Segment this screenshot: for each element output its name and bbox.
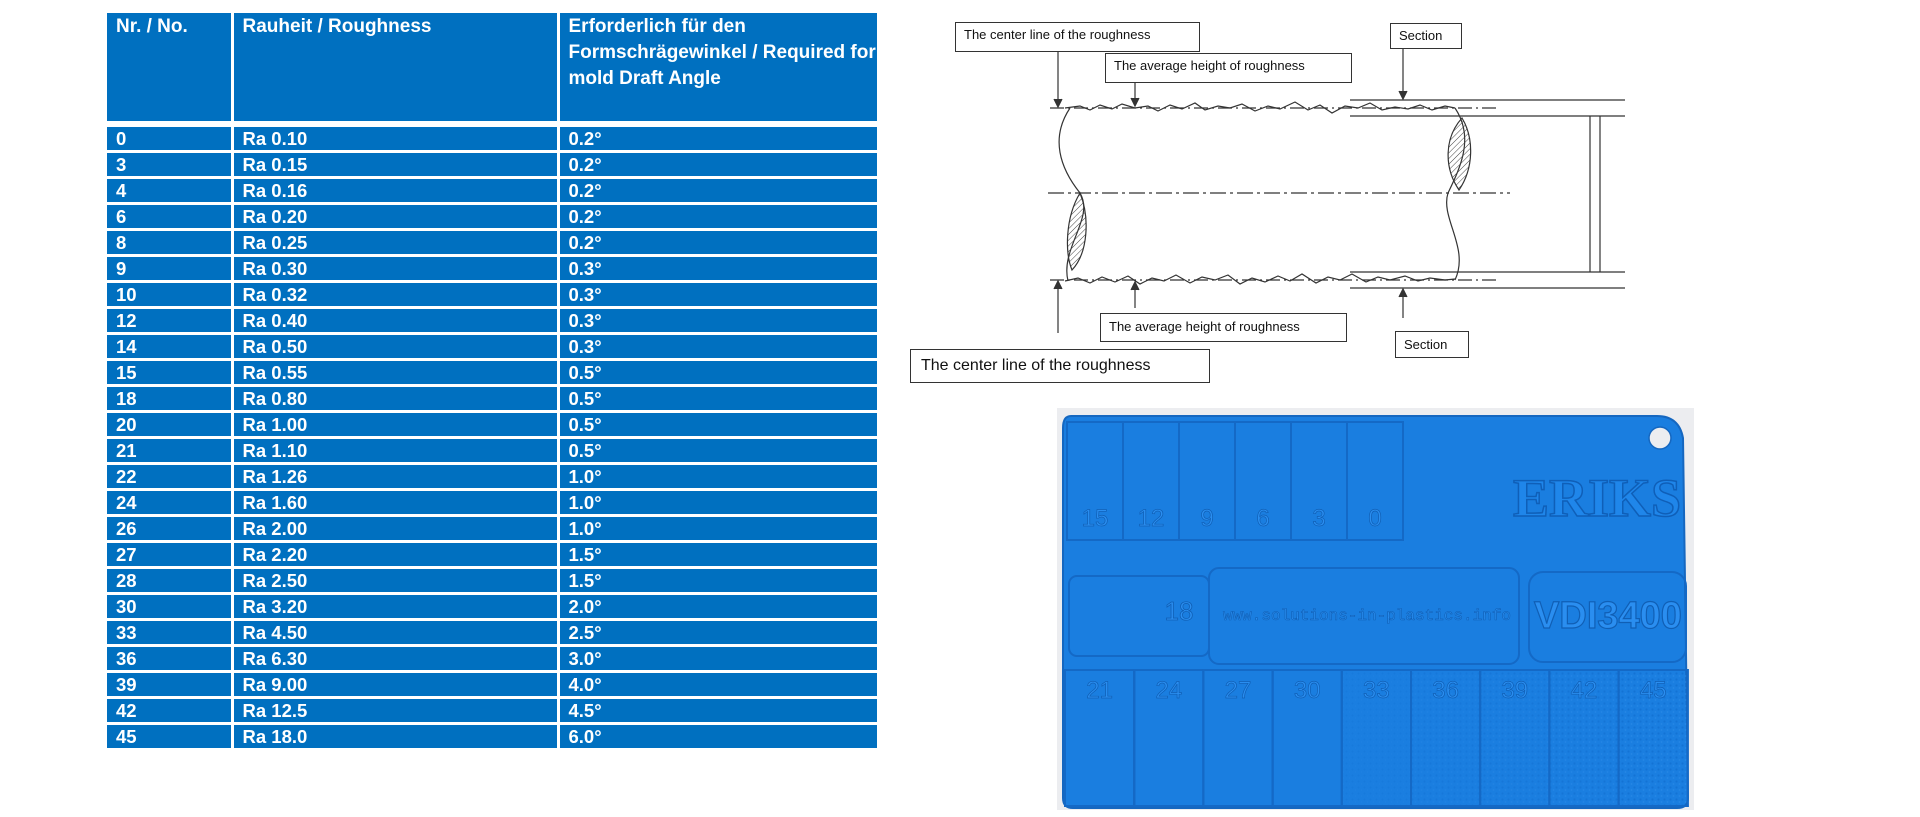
cell-number: 45	[107, 724, 232, 749]
table-row	[107, 516, 877, 542]
cell-number: 3	[107, 152, 232, 178]
cell-draft-angle: 0.5°	[558, 386, 877, 412]
card-bottom-number: 27	[1224, 677, 1252, 704]
header-row	[107, 13, 877, 124]
cell-number: 15	[107, 360, 232, 386]
cell-draft-angle: 1.0°	[558, 490, 877, 516]
cell-number: 39	[107, 672, 232, 698]
roughness-table	[107, 13, 877, 748]
vdi3400-sample-card-photo	[1057, 408, 1694, 810]
cell-roughness: Ra 2.00	[232, 516, 558, 542]
table-header	[107, 13, 877, 124]
table-row	[107, 698, 877, 724]
cell-number: 24	[107, 490, 232, 516]
cell-roughness: Ra 0.16	[232, 178, 558, 204]
cell-roughness: Ra 12.5	[232, 698, 558, 724]
cell-roughness: Ra 9.00	[232, 672, 558, 698]
card-number-18: 18	[1164, 596, 1194, 626]
cell-draft-angle: 0.5°	[558, 438, 877, 464]
cell-roughness: Ra 4.50	[232, 620, 558, 646]
label-avg-height-bottom: The average height of roughness	[1100, 313, 1347, 342]
cell-draft-angle: 0.3°	[558, 282, 877, 308]
table-row	[107, 282, 877, 308]
card-url-text: www.solutions-in-plastics.info	[1222, 607, 1512, 625]
cell-roughness: Ra 0.10	[232, 124, 558, 152]
card-bottom-number: 24	[1155, 677, 1183, 704]
cell-roughness: Ra 1.10	[232, 438, 558, 464]
table-row	[107, 360, 877, 386]
sample-card	[1057, 408, 1694, 810]
header-draft-angle: Erforderlich für den Formschrägewinkel / Required for mold Draft Angle	[558, 13, 877, 124]
label-centerline-bottom: The center line of the roughness	[910, 349, 1210, 383]
cell-number: 8	[107, 230, 232, 256]
cell-draft-angle: 0.5°	[558, 360, 877, 386]
table-row	[107, 334, 877, 360]
cell-draft-angle: 3.0°	[558, 646, 877, 672]
cell-number: 22	[107, 464, 232, 490]
card-bottom-number: 39	[1501, 677, 1529, 704]
card-brand-text: ERIKS	[1512, 468, 1682, 528]
cell-number: 20	[107, 412, 232, 438]
table-row	[107, 620, 877, 646]
cell-number: 42	[107, 698, 232, 724]
table-row	[107, 230, 877, 256]
card-top-number: 15	[1081, 505, 1109, 532]
cell-draft-angle: 6.0°	[558, 724, 877, 749]
card-standard-text: VDI3400	[1534, 595, 1682, 637]
cell-roughness: Ra 0.40	[232, 308, 558, 334]
cell-roughness: Ra 3.20	[232, 594, 558, 620]
table-row	[107, 386, 877, 412]
cell-draft-angle: 4.5°	[558, 698, 877, 724]
cell-draft-angle: 0.2°	[558, 152, 877, 178]
cell-draft-angle: 0.5°	[558, 412, 877, 438]
label-avg-height-top: The average height of roughness	[1105, 53, 1352, 83]
cell-roughness: Ra 0.32	[232, 282, 558, 308]
cell-roughness: Ra 0.80	[232, 386, 558, 412]
table-row	[107, 308, 877, 334]
cell-roughness: Ra 2.20	[232, 542, 558, 568]
cell-number: 10	[107, 282, 232, 308]
cell-draft-angle: 0.3°	[558, 308, 877, 334]
cell-draft-angle: 1.5°	[558, 542, 877, 568]
cell-roughness: Ra 1.26	[232, 464, 558, 490]
cell-number: 12	[107, 308, 232, 334]
cell-number: 21	[107, 438, 232, 464]
header-number: Nr. / No.	[107, 13, 232, 124]
cell-roughness: Ra 0.20	[232, 204, 558, 230]
cell-number: 33	[107, 620, 232, 646]
label-section-top: Section	[1390, 23, 1462, 49]
table-row	[107, 724, 877, 749]
table-row	[107, 438, 877, 464]
cell-number: 36	[107, 646, 232, 672]
card-bottom-number: 30	[1293, 677, 1321, 704]
cell-roughness: Ra 0.55	[232, 360, 558, 386]
cell-draft-angle: 0.2°	[558, 204, 877, 230]
table-row	[107, 152, 877, 178]
cell-roughness: Ra 0.50	[232, 334, 558, 360]
cell-roughness: Ra 1.60	[232, 490, 558, 516]
cell-roughness: Ra 6.30	[232, 646, 558, 672]
label-section-bottom: Section	[1395, 331, 1469, 358]
table-row	[107, 490, 877, 516]
header-roughness: Rauheit / Roughness	[232, 13, 558, 124]
card-bottom-number: 33	[1363, 677, 1390, 704]
cell-draft-angle: 2.5°	[558, 620, 877, 646]
cell-draft-angle: 4.0°	[558, 672, 877, 698]
card-bottom-number: 42	[1570, 677, 1598, 704]
cell-number: 26	[107, 516, 232, 542]
cell-roughness: Ra 2.50	[232, 568, 558, 594]
cell-number: 4	[107, 178, 232, 204]
card-bottom-number: 45	[1639, 677, 1667, 704]
card-top-number: 9	[1200, 505, 1214, 532]
cell-number: 30	[107, 594, 232, 620]
roughness-diagram	[900, 18, 1640, 388]
card-top-number: 6	[1256, 505, 1270, 532]
cell-number: 28	[107, 568, 232, 594]
cell-roughness: Ra 1.00	[232, 412, 558, 438]
label-centerline-top: The center line of the roughness	[955, 22, 1200, 52]
cell-draft-angle: 0.3°	[558, 256, 877, 282]
card-bottom-number: 36	[1432, 677, 1459, 704]
table-row	[107, 568, 877, 594]
table-row	[107, 646, 877, 672]
cell-number: 6	[107, 204, 232, 230]
table-row	[107, 256, 877, 282]
table-row	[107, 412, 877, 438]
cell-draft-angle: 2.0°	[558, 594, 877, 620]
table-row	[107, 124, 877, 152]
cell-number: 18	[107, 386, 232, 412]
card-top-number: 3	[1312, 505, 1326, 532]
table-row	[107, 672, 877, 698]
cell-number: 9	[107, 256, 232, 282]
cell-number: 27	[107, 542, 232, 568]
table-row	[107, 464, 877, 490]
cell-draft-angle: 0.2°	[558, 124, 877, 152]
table-row	[107, 178, 877, 204]
cell-number: 14	[107, 334, 232, 360]
cell-draft-angle: 1.5°	[558, 568, 877, 594]
card-top-number: 12	[1137, 505, 1165, 532]
cell-roughness: Ra 0.15	[232, 152, 558, 178]
cell-draft-angle: 0.2°	[558, 178, 877, 204]
cell-draft-angle: 1.0°	[558, 464, 877, 490]
cell-roughness: Ra 0.30	[232, 256, 558, 282]
cell-draft-angle: 1.0°	[558, 516, 877, 542]
cell-number: 0	[107, 124, 232, 152]
table-row	[107, 594, 877, 620]
cell-draft-angle: 0.3°	[558, 334, 877, 360]
cell-roughness: Ra 18.0	[232, 724, 558, 749]
card-bottom-number: 21	[1086, 677, 1113, 704]
card-top-number: 0	[1368, 505, 1382, 532]
cell-roughness: Ra 0.25	[232, 230, 558, 256]
table-body	[107, 124, 877, 748]
cell-draft-angle: 0.2°	[558, 230, 877, 256]
table-row	[107, 204, 877, 230]
table-row	[107, 542, 877, 568]
